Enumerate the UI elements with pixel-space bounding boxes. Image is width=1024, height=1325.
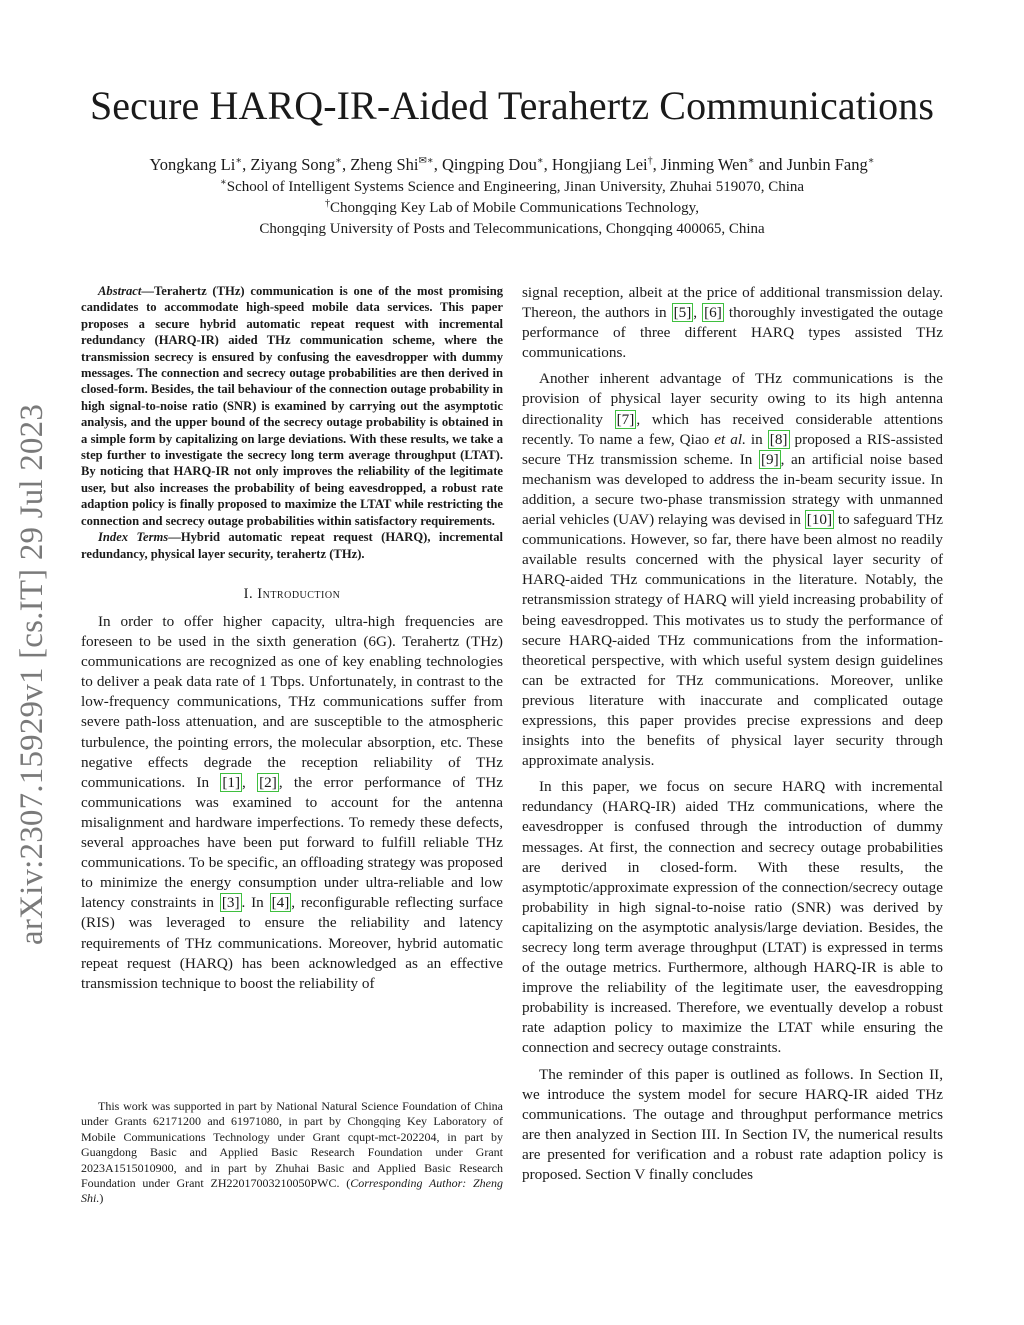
index-terms-label: Index Terms [98,530,169,545]
body-paragraph: In this paper, we focus on secure HARQ with incremental redundancy (HARQ-IR) aided THz communications, where the eavesdropper is confused through the introduction of dummy messages. At first, the connection and secrecy outage probabilities are derived in closed-form. With these results, the asymptotic/approximate expression of the connection/secrecy outage probability in high signal-to-noise ratio (SNR) was derived by capitalizing on the asymptotic analysis/large deviation. Besides, the secrecy long term average throughput (LTAT) is expressed in terms of the outage metrics. Furthermore, although HARQ-IR is able to improve the reliability of the legitimate user, the eavesdropping probability is increased. Therefore, we eventually develop a robust rate adaption policy to maximize the LTAT while ensuring the connection and secrecy outage constraints. [522,778,943,1057]
author-sep: , [652,155,661,174]
text-run: in [745,430,768,448]
affiliation-3: Chongqing University of Posts and Telecommunications, Chongqing 400065, China [259,221,765,237]
citation-link[interactable]: [6] [704,304,722,322]
index-terms [81,529,503,562]
introduction [81,612,503,994]
citation-link[interactable]: [8] [769,430,788,448]
author-list [0,155,1024,175]
citation-link[interactable]: [4] [271,894,290,912]
author-sep: and [754,155,787,174]
author-name: Zheng Shi [350,155,419,174]
citation-link[interactable]: [2] [259,773,277,791]
affiliation-text: Chongqing Key Lab of Mobile Communications Technology, [330,200,699,216]
author-mark: ∗ [867,155,875,167]
author-sep: , [341,155,351,174]
funding-footnote [81,1099,503,1207]
citation-link[interactable]: [10] [806,511,833,529]
author-sep: , [543,155,552,174]
author-mark: † [647,155,653,167]
citation-link[interactable]: [1] [222,773,241,791]
citation-link[interactable]: [7] [616,410,635,428]
author-mark: ∗ [235,155,243,167]
text-run: , the error performance of THz communications was examined to account for the antenna misalignment and hardware imperfections. To remedy these defects, several approaches have been put forward to fulfill reliable THz communications. To be specific, an offloading strategy was proposed to minimize the energy consumption under ultra-reliable and low latency constraints in [81,773,503,912]
abstract-label: Abstract [98,284,142,298]
body-paragraph: The reminder of this paper is outlined as follows. In Section II, we introduce the system model for secure HARQ-IR aided THz communications. The outage and throughput performance metrics are then analyzed in Section III. In Section IV, the numerical results are presented for verification and a robust rate adaption policy is proposed. Section V finally concludes [522,1065,943,1184]
author-name: Qingping Dou [441,155,537,174]
footnote-end: ) [99,1191,104,1206]
affiliation-mark: ∗ [219,177,227,188]
affiliation-mark: † [325,198,331,209]
affiliation-1 [0,177,1024,197]
index-terms-text: —Hybrid automatic repeat request (HARQ), incremental redundancy, physical layer security, terahertz (THz). [81,530,503,561]
author-name: Junbin Fang [786,155,868,174]
section-heading-introduction [81,584,503,604]
author-mark: ∗ [335,155,342,167]
text-run: to safeguard THz communications. However, so far, there have been almost no readily available results concerned with the physical layer security of HARQ-aided THz communications in the literature. Notably, the retransmission strategy of HARQ will yield increasing probability of being eavesdropped. This motivates us to study the performance of secure HARQ-aided THz communications from the information-theoretical perspective, with which useful system design guidelines can be extracted for THz communications. Moreover, unlike previous literature with inaccurate and complicated outage expressions, this paper provides precise expressions and deep insights into the benefits of physical layer security through approximate analysis. [522,511,944,770]
citation-link[interactable]: [3] [221,894,240,912]
arxiv-identifier: arXiv:2307.15929v1 [cs.IT] 29 Jul 2023 [14,403,50,945]
author-mark: ✉∗ [418,155,434,167]
text-run: , [242,773,258,791]
author-name: Jinming Wen [660,155,748,174]
text-run: , which has received considerable attentions recently. To name a few, Qiao [522,410,943,448]
body-paragraph [522,283,943,363]
paper-title: Secure HARQ-IR-Aided Terahertz Communications [89,83,935,128]
author-mark: ∗ [747,155,755,167]
section-title: Introduction [257,585,341,602]
author-sep: , [242,155,251,174]
intro-paragraph [81,612,503,994]
body-paragraph [522,369,943,771]
text-run: et al. [714,430,746,448]
author-name: Yongkang Li [149,155,236,174]
text-run: signal reception, albeit at the price of additional transmission delay. Thereon, the authors in [522,284,943,322]
text-run: proposed a RIS-assisted secure THz transmission scheme. In [522,430,943,468]
citation-link[interactable]: [9] [760,450,779,468]
text-run: , an artificial noise based mechanism was developed to address the in-beam security issue. In addition, a secure two-phase transmission strategy with unmanned aerial vehicles (UAV) relaying was devised in [522,450,943,529]
text-run: In order to offer higher capacity, ultra-high frequencies are foreseen to be used in the sixth generation (6G). Terahertz (THz) communications are recognized as one of key enabling technologies to deliver a peak data rate of 1 Tbps. Unfortunately, in contrast to the low-frequency communications, THz communications suffer from severe path-loss attenuation, and are susceptible to the atmospheric turbulence, the pointing errors, the molecular absorption, etc. These negative effects degrade the reception reliability of THz communications. In [81,613,503,791]
text-run: thoroughly investigated the outage performance of three different HARQ types assisted THz communications. [522,304,943,362]
affiliation-text: School of Intelligent Systems Science and Engineering, Jinan University, Zhuhai 519070, China [226,179,805,195]
section-number: I. [243,585,258,602]
affiliation-2 [0,198,1024,218]
text-run: , [693,304,703,322]
text-run: Another inherent advantage of THz communications is the provision of physical layer security owing to its high antenna directionality [522,370,943,428]
author-mark: ∗ [536,155,544,167]
citation-link[interactable]: [5] [673,304,692,322]
author-name: Hongjiang Lei [551,155,648,174]
text-run: . In [241,894,270,912]
abstract-text: —Terahertz (THz) communication is one of the most promising candidates to accommodate high-speed mobile data services. This paper proposes a secure hybrid automatic repeat request with incremental redundancy (HARQ-IR) aided THz communication scheme, where the transmission secrecy is ensured by confusing the eavesdropper with dummy messages. The connection and secrecy outage probabilities are then derived in closed-form. Besides, the tail behaviour of the connection outage probability in high signal-to-noise ratio (SNR) is examined by carrying out the asymptotic analysis, and the upper bound of the secrecy outage probability is obtained in a simple form by capitalizing on large deviations. With these results, we take a step further to investigate the secrecy long term average throughput (LTAT). By noticing that HARQ-IR not only improves the reliability of the legitimate user, but also increases the probability of being eavesdropped, a robust rate adaption policy is finally proposed to maximize the LTAT while restricting the connection and secrecy outage probabilities within satisfactory requirements. [81,284,503,528]
author-sep: , [433,155,442,174]
author-name: Ziyang Song [250,155,336,174]
corresponding-author: Corresponding Author: Zheng Shi. [81,1176,504,1206]
abstract [81,283,503,529]
text-run: , reconfigurable reflecting surface (RIS) was leveraged to ensure the reliability and latency requirements of THz communications. Moreover, hybrid automatic repeat request (HARQ) has been acknowledged as an effective transmission technique to boost the reliability of [81,894,503,992]
left-column [81,283,503,994]
footnote-text: This work was supported in part by National Natural Science Foundation of China under Grants 62171200 and 61971080, in part by Chongqing Key Laboratory of Mobile Communications Technology under Grant cqupt-mct-202204, in part by Guangdong Basic and Applied Basic Research Foundation under Grant 2023A1515010900, and in part by Zhuhai Basic and Applied Basic Research Foundation under Grant ZH22017003210050PWC. ( [81,1099,503,1191]
right-column [522,283,943,1185]
